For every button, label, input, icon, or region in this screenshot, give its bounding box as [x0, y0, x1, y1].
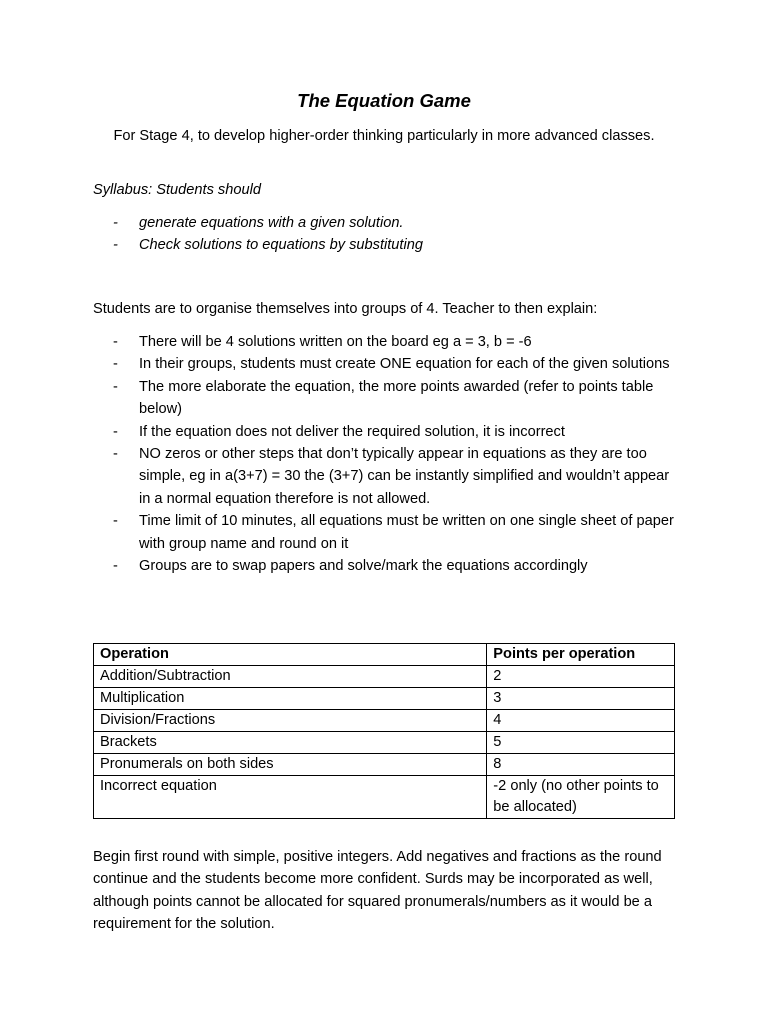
- rule-item: [113, 443, 683, 510]
- dash-bullet: -: [113, 558, 118, 575]
- intro-paragraph: For Stage 4, to develop higher-order thinking particularly in more advanced classes.: [113, 128, 655, 144]
- points-cell: 3: [487, 688, 675, 710]
- syllabus-item-text: generate equations with a given solution.: [139, 215, 404, 231]
- column-header-points: Points per operation: [487, 644, 675, 666]
- dash-bullet: -: [113, 334, 118, 350]
- syllabus-item: [113, 234, 683, 256]
- points-cell: 5: [487, 732, 675, 754]
- dash-bullet: -: [113, 237, 118, 254]
- rules-list: [113, 331, 683, 577]
- rule-item-text: If the equation does not deliver the required solution, it is incorrect: [139, 423, 565, 440]
- rule-item-text: The more elaborate the equation, the more points awarded (refer to points table below): [139, 378, 654, 418]
- operation-cell: Pronumerals on both sides: [94, 754, 487, 776]
- dash-bullet: -: [113, 446, 118, 463]
- syllabus-label: Syllabus: Students should: [93, 182, 261, 198]
- table-header-row: [94, 644, 675, 666]
- dash-bullet: -: [113, 423, 118, 440]
- rule-item: [113, 510, 683, 555]
- operation-cell: Addition/Subtraction: [94, 666, 487, 688]
- syllabus-list: [113, 212, 683, 257]
- table-row: [94, 754, 675, 776]
- rule-item: [113, 331, 683, 353]
- rule-item-text: There will be 4 solutions written on the board eg a = 3, b = -6: [139, 334, 532, 350]
- points-table: [93, 643, 675, 819]
- table-row: [94, 688, 675, 710]
- operation-cell: Multiplication: [94, 688, 487, 710]
- rule-item: [113, 555, 683, 577]
- dash-bullet: -: [113, 513, 118, 530]
- rule-item-text: Time limit of 10 minutes, all equations must be written on one single sheet of paper with group name and round on it: [139, 513, 674, 552]
- table-row: [94, 732, 675, 754]
- operation-cell: Brackets: [94, 732, 487, 754]
- syllabus-item-text: Check solutions to equations by substituting: [139, 237, 423, 254]
- document-title: The Equation Game: [297, 90, 471, 111]
- column-header-operation: Operation: [94, 644, 487, 666]
- operation-cell: Incorrect equation: [94, 776, 487, 819]
- rule-item-text: Groups are to swap papers and solve/mark the equations accordingly: [139, 558, 588, 575]
- dash-bullet: -: [113, 378, 118, 395]
- points-cell: 4: [487, 710, 675, 732]
- dash-bullet: -: [113, 356, 118, 373]
- dash-bullet: -: [113, 215, 118, 231]
- rule-item: [113, 376, 683, 421]
- rule-item: [113, 421, 683, 443]
- final-paragraph: Begin first round with simple, positive integers. Add negatives and fractions as the round continue and the students become more confident. Surds may be incorporated as well, although points cannot be allocated for squared pronumerals/numbers as it would be a requirement for the solution.: [93, 849, 662, 933]
- table-row: [94, 666, 675, 688]
- operation-cell: Division/Fractions: [94, 710, 487, 732]
- syllabus-item: [113, 212, 683, 234]
- table-row: [94, 776, 675, 819]
- rule-item: [113, 353, 683, 375]
- table-row: [94, 710, 675, 732]
- rule-item-text: In their groups, students must create ONE equation for each of the given solutions: [139, 356, 670, 373]
- points-cell: 2: [487, 666, 675, 688]
- rule-item-text: NO zeros or other steps that don’t typically appear in equations as they are too simple, eg in a(3+7) = 30 the (3+7) can be instantly simplified and wouldn’t appear in a normal equation therefore is not allowed.: [139, 446, 670, 507]
- groups-paragraph: Students are to organise themselves into groups of 4. Teacher to then explain:: [93, 301, 598, 317]
- points-cell: -2 only (no other points to be allocated): [487, 776, 675, 819]
- points-cell: 8: [487, 754, 675, 776]
